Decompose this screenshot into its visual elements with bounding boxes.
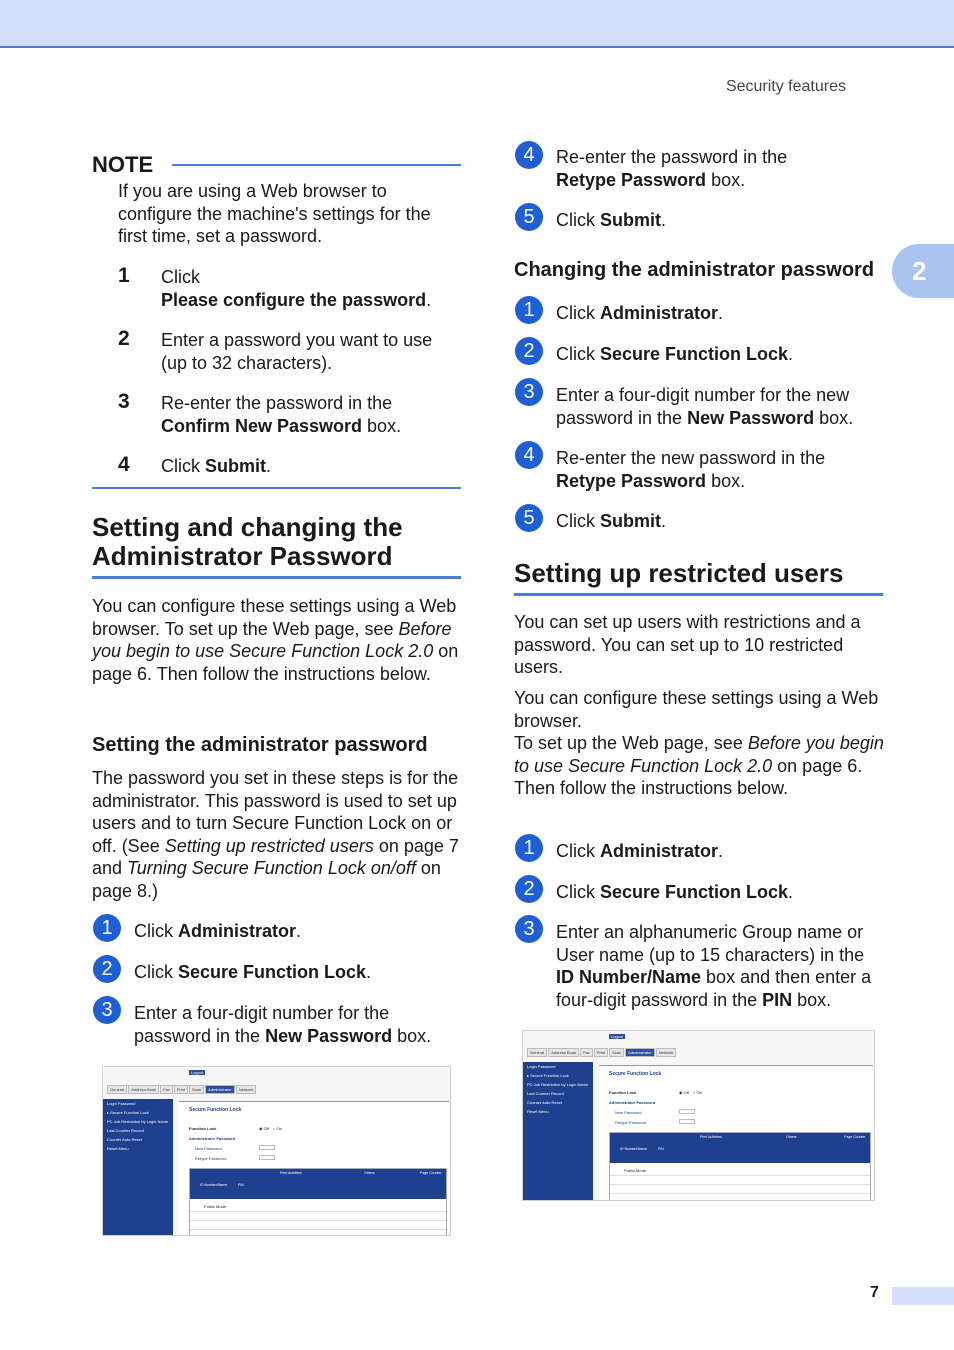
restricted-step-2-badge: 2 bbox=[515, 875, 543, 903]
set-step-5: Click Submit. bbox=[556, 210, 667, 230]
set-step-3: Enter a four-digit number for the password in the New Password box. bbox=[134, 1003, 432, 1046]
restricted-step-3-badge: 3 bbox=[515, 915, 543, 943]
function-lock-label: Function Lock bbox=[609, 1090, 637, 1095]
note-title: NOTE bbox=[92, 152, 154, 177]
sidebar-item: Counter Auto Reset bbox=[107, 1137, 142, 1142]
step-1-badge: 1 bbox=[93, 914, 121, 942]
screenshot-panel bbox=[179, 1101, 449, 1236]
change-step-2: Click Secure Function Lock. bbox=[556, 344, 794, 364]
step-5-badge: 5 bbox=[515, 203, 543, 231]
new-password-field bbox=[259, 1145, 275, 1150]
tab-address-book: Address Book bbox=[548, 1048, 579, 1057]
change-step-1: Click Administrator. bbox=[556, 303, 724, 323]
tab-scan: Scan bbox=[189, 1085, 204, 1094]
sidebar-item: PC Job Restriction by Login Name bbox=[527, 1082, 589, 1087]
chapter-tab: 2 bbox=[892, 244, 954, 298]
change-step-1-badge: 1 bbox=[515, 296, 543, 324]
sidebar-item: Counter Auto Reset bbox=[527, 1100, 562, 1105]
web-ui-screenshot-right bbox=[522, 1030, 875, 1201]
group-counter: Page Counter bbox=[420, 1171, 442, 1175]
tab-general: General bbox=[107, 1085, 127, 1094]
tab-fax: Fax bbox=[160, 1085, 173, 1094]
set-step-1: Click Administrator. bbox=[134, 921, 302, 941]
note-step-3-number: 3 bbox=[118, 390, 130, 413]
change-step-2-badge: 2 bbox=[515, 337, 543, 365]
section-rule-restricted bbox=[514, 593, 883, 596]
change-step-5-badge: 5 bbox=[515, 504, 543, 532]
table-header bbox=[610, 1133, 870, 1163]
admin-password-label: Administrator Password bbox=[189, 1136, 236, 1141]
sidebar-item: Reset Menu bbox=[527, 1109, 549, 1114]
tab-print: Print bbox=[594, 1048, 608, 1057]
subsection-title-change-password: Changing the administrator password bbox=[514, 259, 875, 281]
step-4-badge: 4 bbox=[515, 141, 543, 169]
sidebar-item: ▸ Secure Function Lock bbox=[527, 1073, 569, 1078]
panel-title: Secure Function Lock bbox=[609, 1071, 662, 1077]
note-rule bbox=[172, 164, 461, 166]
off-radio: ◉ Off bbox=[259, 1126, 269, 1131]
restriction-table bbox=[189, 1168, 447, 1236]
restricted-step-3: Enter an alphanumeric Group name or User name (up to 15 characters) in the ID Number/Name box and then enter a four-digit password in the PIN box. bbox=[556, 922, 872, 1010]
public-mode-label: Public Mode bbox=[204, 1204, 227, 1209]
col-pin: PIN bbox=[238, 1183, 244, 1187]
note-step-1-number: 1 bbox=[118, 264, 130, 287]
screenshot-tabs bbox=[527, 1048, 676, 1057]
retype-password-field bbox=[259, 1155, 275, 1160]
section-title-admin-password: Setting and changing the Administrator Password bbox=[92, 512, 403, 571]
tab-network: Network bbox=[656, 1048, 677, 1057]
sidebar-item: Reset Menu bbox=[107, 1146, 129, 1151]
change-step-4-badge: 4 bbox=[515, 441, 543, 469]
sidebar-item: Login Password bbox=[527, 1064, 556, 1069]
note-step-3: Re-enter the password in the Confirm New Password box. bbox=[161, 393, 402, 436]
on-radio: ○ On bbox=[693, 1090, 702, 1095]
col-pin: PIN bbox=[658, 1147, 664, 1151]
note-intro: If you are using a Web browser to configure the machine's settings for the first time, set a password. bbox=[118, 181, 431, 246]
step-2-badge: 2 bbox=[93, 955, 121, 983]
change-step-5: Click Submit. bbox=[556, 511, 667, 531]
tab-administrator: Administrator bbox=[205, 1085, 235, 1094]
restriction-table bbox=[609, 1132, 871, 1201]
restricted-paragraph-2: You can configure these settings using a Web browser. To set up the Web page, see Before you begin to use Secure Function Lock 2.0 on page 6. Then follow the instructions below. bbox=[514, 688, 884, 798]
sidebar-item: Last Counter Record bbox=[527, 1091, 564, 1096]
screenshot-sidebar bbox=[103, 1099, 173, 1236]
set-step-2: Click Secure Function Lock. bbox=[134, 962, 372, 982]
retype-password-field bbox=[679, 1119, 695, 1124]
change-step-3: Enter a four-digit number for the new password in the New Password box. bbox=[556, 385, 854, 428]
restricted-paragraph-1: You can set up users with restrictions and a password. You can set up to 10 restricted users. bbox=[514, 612, 861, 677]
screenshot-tabs bbox=[107, 1085, 256, 1094]
set-step-4: Re-enter the password in the Retype Password box. bbox=[556, 147, 788, 190]
on-radio: ○ On bbox=[273, 1126, 282, 1131]
retype-password-label: Retype Password bbox=[195, 1156, 227, 1161]
sidebar-item: ▸ Secure Function Lock bbox=[107, 1110, 149, 1115]
note-step-4-number: 4 bbox=[118, 453, 130, 476]
note-step-2-number: 2 bbox=[118, 327, 130, 350]
section-intro: You can configure these settings using a Web browser. To set up the Web page, see Before you begin to use Secure Function Lock 2.0 on page 6. Then follow the instructions below. bbox=[92, 596, 459, 684]
tab-address-book: Address Book bbox=[128, 1085, 159, 1094]
note-bottom-rule bbox=[92, 487, 461, 489]
retype-password-label: Retype Password bbox=[615, 1120, 647, 1125]
web-ui-screenshot-left bbox=[102, 1066, 451, 1236]
col-id: ID Number/Name bbox=[200, 1183, 228, 1187]
restricted-step-2: Click Secure Function Lock. bbox=[556, 882, 794, 902]
tab-administrator: Administrator bbox=[625, 1048, 655, 1057]
tab-network: Network bbox=[236, 1085, 257, 1094]
tab-fax: Fax bbox=[580, 1048, 593, 1057]
note-step-2: Enter a password you want to use (up to 32 characters). bbox=[161, 330, 433, 373]
logout-button: Logout bbox=[191, 1070, 204, 1075]
header-band bbox=[0, 0, 954, 48]
change-step-4: Re-enter the new password in the Retype Password box. bbox=[556, 448, 826, 491]
sidebar-item: Login Password bbox=[107, 1101, 136, 1106]
change-step-3-badge: 3 bbox=[515, 378, 543, 406]
restricted-step-1: Click Administrator. bbox=[556, 841, 724, 861]
sidebar-item: Last Counter Record bbox=[107, 1128, 144, 1133]
running-header: Security features bbox=[725, 78, 846, 95]
page-number: 7 bbox=[870, 1284, 879, 1301]
screenshot-sidebar bbox=[523, 1062, 593, 1201]
off-radio: ◉ Off bbox=[679, 1090, 689, 1095]
public-mode-label: Public Mode bbox=[624, 1168, 647, 1173]
subsection-title-set-password: Setting the administrator password bbox=[92, 734, 428, 756]
function-lock-label: Function Lock bbox=[189, 1126, 217, 1131]
admin-password-label: Administrator Password bbox=[609, 1100, 656, 1105]
step-3-badge: 3 bbox=[93, 996, 121, 1024]
screenshot-panel bbox=[599, 1065, 873, 1201]
group-others: Others bbox=[786, 1135, 797, 1139]
sidebar-item: PC Job Restriction by Login Name bbox=[107, 1119, 169, 1124]
note-step-4: Click Submit. bbox=[161, 456, 272, 476]
new-password-label: New Password bbox=[615, 1110, 642, 1115]
table-header bbox=[190, 1169, 446, 1199]
panel-title: Secure Function Lock bbox=[189, 1107, 242, 1113]
new-password-field bbox=[679, 1109, 695, 1114]
group-others: Others bbox=[364, 1171, 375, 1175]
group-counter: Page Counter bbox=[844, 1135, 866, 1139]
logout-button: Logout bbox=[611, 1034, 624, 1039]
note-step-1: Click Please configure the password. bbox=[161, 267, 432, 310]
col-id: ID Number/Name bbox=[620, 1147, 648, 1151]
new-password-label: New Password bbox=[195, 1146, 222, 1151]
set-password-paragraph: The password you set in these steps is for the administrator. This password is used to set up users and to turn Secure Function Lock on or off. (See Setting up restricted users on page 7 and Turning Secure Function Lock on/off on page 8.) bbox=[92, 768, 459, 901]
restricted-step-1-badge: 1 bbox=[515, 834, 543, 862]
group-print: Print Activities bbox=[280, 1171, 302, 1175]
footer-band bbox=[892, 1287, 954, 1305]
section-rule bbox=[92, 576, 461, 579]
tab-general: General bbox=[527, 1048, 547, 1057]
tab-print: Print bbox=[174, 1085, 188, 1094]
tab-scan: Scan bbox=[609, 1048, 624, 1057]
group-print: Print Activities bbox=[700, 1135, 722, 1139]
section-title-restricted-users: Setting up restricted users bbox=[514, 558, 844, 588]
